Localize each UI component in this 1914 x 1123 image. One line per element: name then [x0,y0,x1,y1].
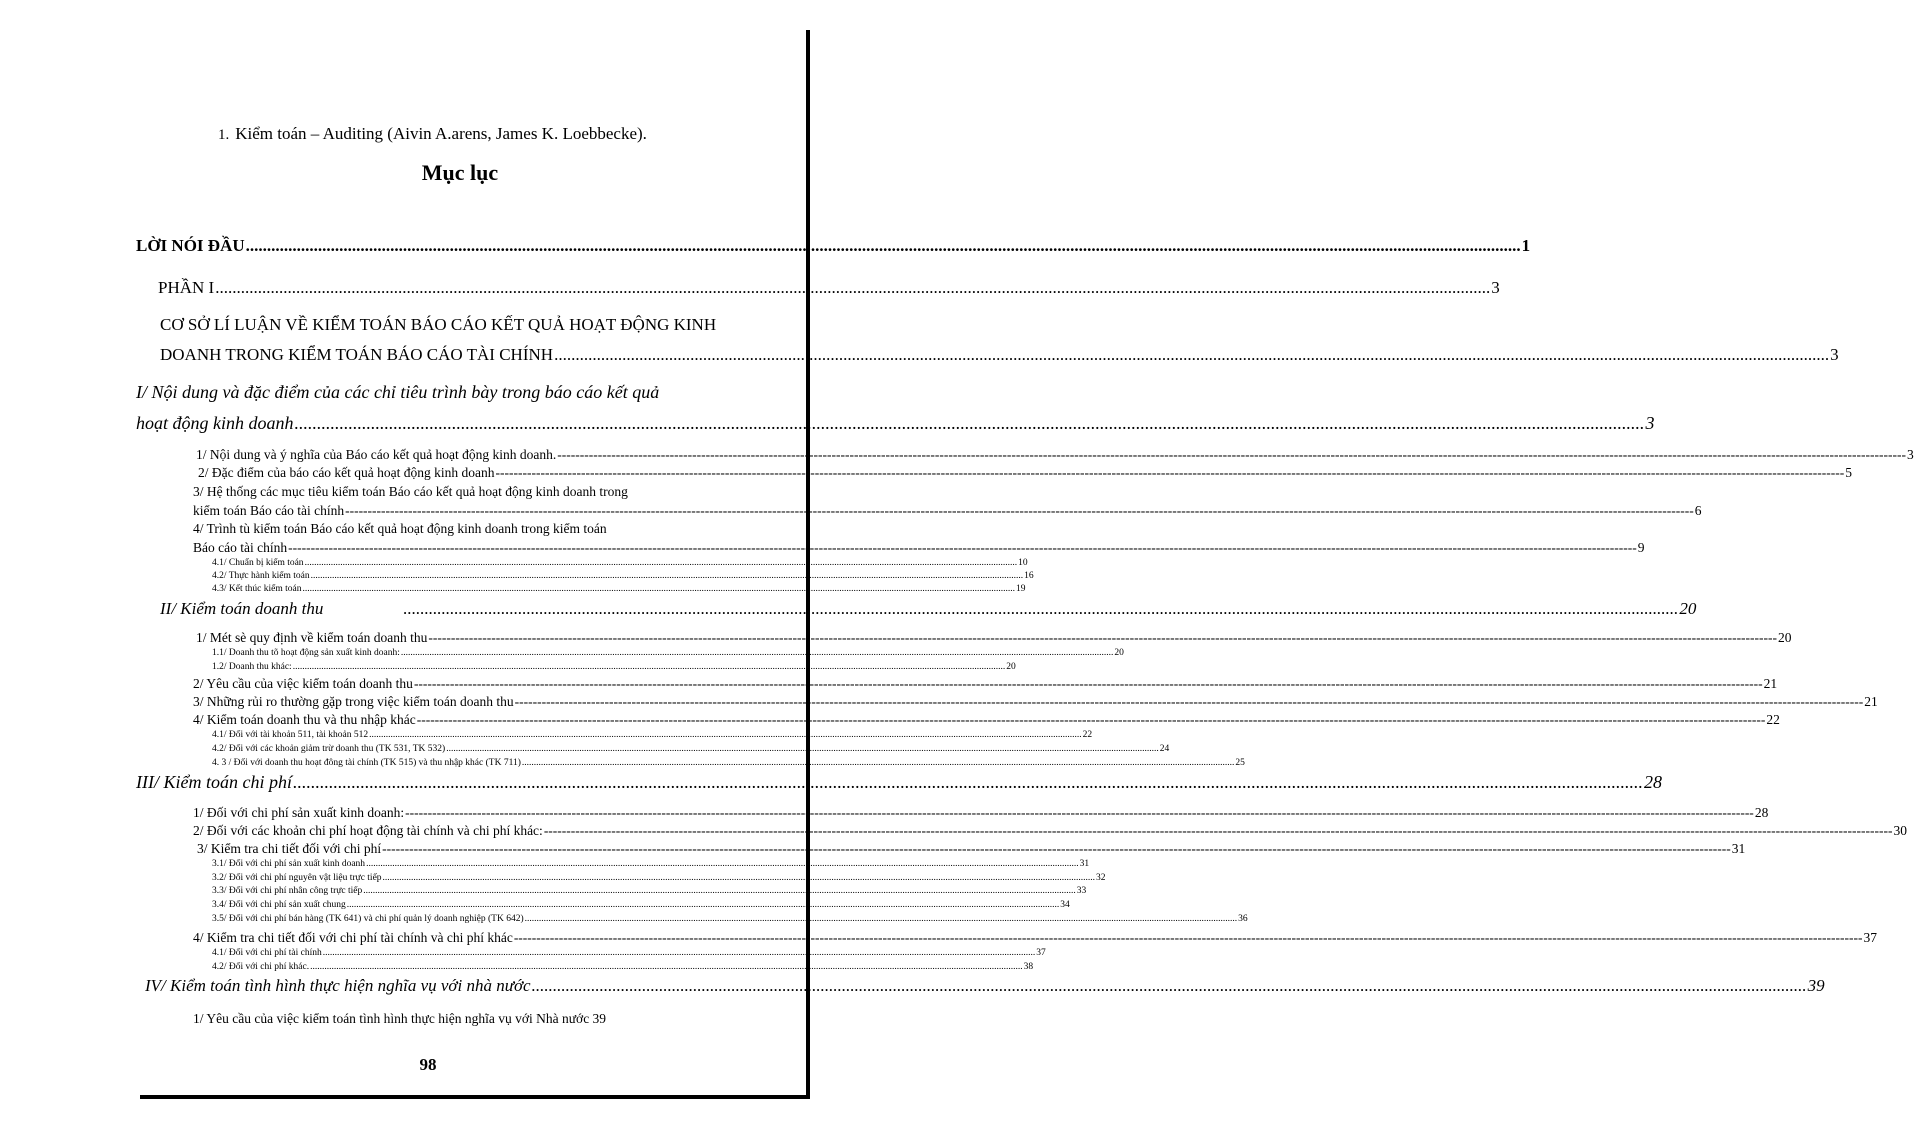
toc-entry[interactable]: 4.2/ Đối với các khoản giảm trừ doanh thu (TK 531, TK 532) ............................................................................................................................................................................................................................................................................................................ 24 [212,744,1170,754]
leader-dots: ............................................................................................................................................................................................................................................................................................................ [524,914,1238,924]
toc-entry[interactable]: Báo cáo tài chính ------------------------------------------------------------------------------------------------------------------------------------------------------------------------------------------------------------------------------------------------------------------------------------------------------------ 9 [193,540,1645,555]
leader-dots: ............................................................................................................................................................................................................................................................................................................ [554,345,1830,364]
leader-dots: ............................................................................................................................................................................................................................................................................................................ [403,599,1679,618]
toc-entry[interactable]: 1/ Nội dung và ý nghĩa của Báo cáo kết quả hoạt động kinh doanh. ------------------------------------------------------------------------------------------------------------------------------------------------------------------------------------------------------------------------------------------------------------------------------------------------------------ 3 [196,447,1914,462]
leader-dashes: ------------------------------------------------------------------------------------------------------------------------------------------------------------------------------------------------------------------------------------------------------------------------------------------------------------ [288,540,1637,555]
leader-dots: ............................................................................................................................................................................................................................................................................................................ [369,730,1082,740]
leader-dots: ............................................................................................................................................................................................................................................................................................................ [310,571,1024,581]
toc-entry[interactable]: I/ Nội dung và đặc điểm của các chỉ tiêu trình bày trong báo cáo kết quả [136,382,660,402]
leader-dashes: ------------------------------------------------------------------------------------------------------------------------------------------------------------------------------------------------------------------------------------------------------------------------------------------------------------ [416,712,1766,727]
leader-dots: ............................................................................................................................................................................................................................................................................................................ [292,662,1006,672]
toc-entry[interactable]: 3.2/ Đối với chi phí nguyên vật liệu trực tiếp ............................................................................................................................................................................................................................................................................................................ 32 [212,873,1106,883]
leader-dots: ............................................................................................................................................................................................................................................................................................................ [400,648,1114,658]
toc-entry[interactable]: 4.1/ Đối với tài khoản 511, tài khoản 512 ............................................................................................................................................................................................................................................................................................................ 22 [212,730,1093,740]
toc-entry[interactable]: III/ Kiểm toán chi phí ............................................................................................................................................................................................................................................................................................................ 28 [136,772,1662,792]
toc-entry[interactable]: LỜI NÓI ĐẦU ............................................................................................................................................................................................................................................................................................................ 1 [136,236,1531,255]
leader-dashes: ------------------------------------------------------------------------------------------------------------------------------------------------------------------------------------------------------------------------------------------------------------------------------------------------------------ [413,676,1763,691]
leader-dots: ............................................................................................................................................................................................................................................................................................................ [531,976,1807,995]
toc-entry[interactable]: CƠ SỞ LÍ LUẬN VỀ KIỂM TOÁN BÁO CÁO KẾT QUẢ HOẠT ĐỘNG KINH [160,315,717,334]
leader-dashes: ------------------------------------------------------------------------------------------------------------------------------------------------------------------------------------------------------------------------------------------------------------------------------------------------------------ [495,465,1845,480]
toc-entry[interactable]: 1/ Yêu cầu của việc kiểm toán tình hình thực hiện nghĩa vụ với Nhà nước 39 [193,1011,607,1026]
toc-entry[interactable]: 1.1/ Doanh thu tõ hoạt động sản xuất kinh doanh: ............................................................................................................................................................................................................................................................................................................ 20 [212,648,1124,658]
leader-dots: ............................................................................................................................................................................................................................................................................................................ [366,859,1079,869]
leader-dots: ............................................................................................................................................................................................................................................................................................................ [446,744,1159,754]
toc-entry[interactable]: DOANH TRONG KIỂM TOÁN BÁO CÁO TÀI CHÍNH ............................................................................................................................................................................................................................................................................................................ 3 [160,345,1839,364]
toc-entry[interactable]: 3/ Hệ thống các mục tiêu kiểm toán Báo cáo kết quả hoạt động kinh doanh trong [193,484,628,499]
toc-entry[interactable]: 4. 3 / Đối với doanh thu hoạt đông tài chính (TK 515) và thu nhập khác (TK 711) ............................................................................................................................................................................................................................................................................................................ 25 [212,758,1245,768]
toc-entry[interactable]: IV/ Kiểm toán tình hình thực hiện nghĩa vụ với nhà nước ............................................................................................................................................................................................................................................................................................................ 39 [145,976,1825,995]
toc-entry[interactable]: 4.2/ Đối với chi phí khác. ............................................................................................................................................................................................................................................................................................................ 38 [212,962,1034,972]
leader-dashes: ------------------------------------------------------------------------------------------------------------------------------------------------------------------------------------------------------------------------------------------------------------------------------------------------------------ [557,447,1906,462]
toc-entry[interactable]: 3.4/ Đối với chi phí sản xuất chung ............................................................................................................................................................................................................................................................................................................ 34 [212,900,1070,910]
toc-entry[interactable]: 1/ Đối với chi phí sản xuất kinh doanh: ------------------------------------------------------------------------------------------------------------------------------------------------------------------------------------------------------------------------------------------------------------------------------------------------------------ 28 [193,805,1769,820]
toc-entry[interactable]: 4/ Kiểm toán doanh thu và thu nhập khác ------------------------------------------------------------------------------------------------------------------------------------------------------------------------------------------------------------------------------------------------------------------------------------------------------------ 22 [193,712,1780,727]
leader-dots: ............................................................................................................................................................................................................................................................................................................ [292,772,1643,792]
toc-entry[interactable]: 4.1/ Chuẩn bị kiểm toán ............................................................................................................................................................................................................................................................................................................ 10 [212,558,1028,568]
reference-number: 1. [218,127,230,143]
toc-entry[interactable]: 2/ Yêu cầu của việc kiểm toán doanh thu ------------------------------------------------------------------------------------------------------------------------------------------------------------------------------------------------------------------------------------------------------------------------------------------------------------ 21 [193,676,1778,691]
leader-dots: ............................................................................................................................................................................................................................................................................................................ [215,278,1491,297]
toc-entry[interactable]: 4.3/ Kết thúc kiểm toán ............................................................................................................................................................................................................................................................................................................ 19 [212,584,1026,594]
leader-dots: ............................................................................................................................................................................................................................................................................................................ [245,236,1521,255]
leader-dashes: ------------------------------------------------------------------------------------------------------------------------------------------------------------------------------------------------------------------------------------------------------------------------------------------------------------ [513,930,1863,945]
toc-entry[interactable]: 4/ Trình tù kiểm toán Báo cáo kết quả hoạt động kinh doanh trong kiểm toán [193,521,607,536]
leader-dots: ............................................................................................................................................................................................................................................................................................................ [310,962,1023,972]
toc-entry[interactable]: PHẦN I ............................................................................................................................................................................................................................................................................................................ 3 [158,278,1500,297]
toc-entry[interactable]: 2/ Đối với các khoản chi phí hoạt động tài chính và chi phí khác: ------------------------------------------------------------------------------------------------------------------------------------------------------------------------------------------------------------------------------------------------------------------------------------------------------------ 30 [193,823,1907,838]
toc-entry[interactable]: 2/ Đặc điểm của báo cáo kết quả hoạt động kinh doanh ------------------------------------------------------------------------------------------------------------------------------------------------------------------------------------------------------------------------------------------------------------------------------------------------------------ 5 [198,465,1852,480]
leader-dots: ............................................................................................................................................................................................................................................................................................................ [304,558,1018,568]
toc-entry[interactable]: 3/ Những rủi ro thường gặp trong việc kiểm toán doanh thu ------------------------------------------------------------------------------------------------------------------------------------------------------------------------------------------------------------------------------------------------------------------------------------------------------------ 21 [193,694,1878,709]
toc-entry[interactable]: 1.2/ Doanh thu khác: ............................................................................................................................................................................................................................................................................................................ 20 [212,662,1016,672]
toc-entry[interactable]: 3.1/ Đối với chi phí sản xuất kinh doanh ............................................................................................................................................................................................................................................................................................................ 31 [212,859,1090,869]
toc-entry[interactable]: 3.3/ Đối với chi phí nhân công trực tiếp ............................................................................................................................................................................................................................................................................................................ 33 [212,886,1087,896]
toc-entry[interactable]: 3/ Kiểm tra chi tiết đối với chi phí ------------------------------------------------------------------------------------------------------------------------------------------------------------------------------------------------------------------------------------------------------------------------------------------------------------ 31 [197,841,1746,856]
leader-dots: ............................................................................................................................................................................................................................................................................................................ [521,758,1235,768]
toc-entry[interactable]: hoạt động kinh doanh ............................................................................................................................................................................................................................................................................................................ 3 [136,413,1655,433]
leader-dashes: ------------------------------------------------------------------------------------------------------------------------------------------------------------------------------------------------------------------------------------------------------------------------------------------------------------ [543,823,1893,838]
leader-dots: ............................................................................................................................................................................................................................................................................................................ [382,873,1096,883]
reference-line [218,124,647,144]
leader-dashes: ------------------------------------------------------------------------------------------------------------------------------------------------------------------------------------------------------------------------------------------------------------------------------------------------------------ [345,503,1694,518]
leader-dots: ............................................................................................................................................................................................................................................................................................................ [363,886,1076,896]
toc-entry[interactable]: 4.1/ Đối với chi phí tài chính ............................................................................................................................................................................................................................................................................................................ 37 [212,948,1046,958]
leader-dashes: ------------------------------------------------------------------------------------------------------------------------------------------------------------------------------------------------------------------------------------------------------------------------------------------------------------ [382,841,1731,856]
leader-dashes: ------------------------------------------------------------------------------------------------------------------------------------------------------------------------------------------------------------------------------------------------------------------------------------------------------------ [514,694,1864,709]
toc-entry[interactable]: 3.5/ Đối với chi phí bán hàng (TK 641) và chi phí quản lý doanh nghiệp (TK 642) ............................................................................................................................................................................................................................................................................................................ 36 [212,914,1248,924]
toc-entry[interactable]: 4/ Kiểm tra chi tiết đối với chi phí tài chính và chi phí khác ------------------------------------------------------------------------------------------------------------------------------------------------------------------------------------------------------------------------------------------------------------------------------------------------------------ 37 [193,930,1877,945]
leader-dots: ............................................................................................................................................................................................................................................................................................................ [294,413,1645,433]
page-number: 98 [419,1055,437,1074]
reference-text: Kiểm toán – Auditing (Aivin A.arens, James K. Loebbecke). [235,124,647,143]
leader-dashes: ------------------------------------------------------------------------------------------------------------------------------------------------------------------------------------------------------------------------------------------------------------------------------------------------------------ [428,630,1778,645]
toc-entry[interactable]: II/ Kiểm toán doanh thu ............................................................................................................................................................................................................................................................................................................ 20 [160,599,1697,618]
leader-dashes: ------------------------------------------------------------------------------------------------------------------------------------------------------------------------------------------------------------------------------------------------------------------------------------------------------------ [405,805,1754,820]
page-title: Mục lục [421,160,499,185]
leader-dots: ............................................................................................................................................................................................................................................................................................................ [346,900,1060,910]
page-border-bottom [140,1095,810,1099]
leader-dots: ............................................................................................................................................................................................................................................................................................................ [322,948,1036,958]
toc-entry[interactable]: 4.2/ Thực hành kiểm toán ............................................................................................................................................................................................................................................................................................................ 16 [212,571,1034,581]
leader-dots: ............................................................................................................................................................................................................................................................................................................ [302,584,1015,594]
toc-entry[interactable]: kiểm toán Báo cáo tài chính ------------------------------------------------------------------------------------------------------------------------------------------------------------------------------------------------------------------------------------------------------------------------------------------------------------ 6 [193,503,1702,518]
toc-entry[interactable]: 1/ Mét sè quy định về kiểm toán doanh thu ------------------------------------------------------------------------------------------------------------------------------------------------------------------------------------------------------------------------------------------------------------------------------------------------------------ 20 [196,630,1792,645]
